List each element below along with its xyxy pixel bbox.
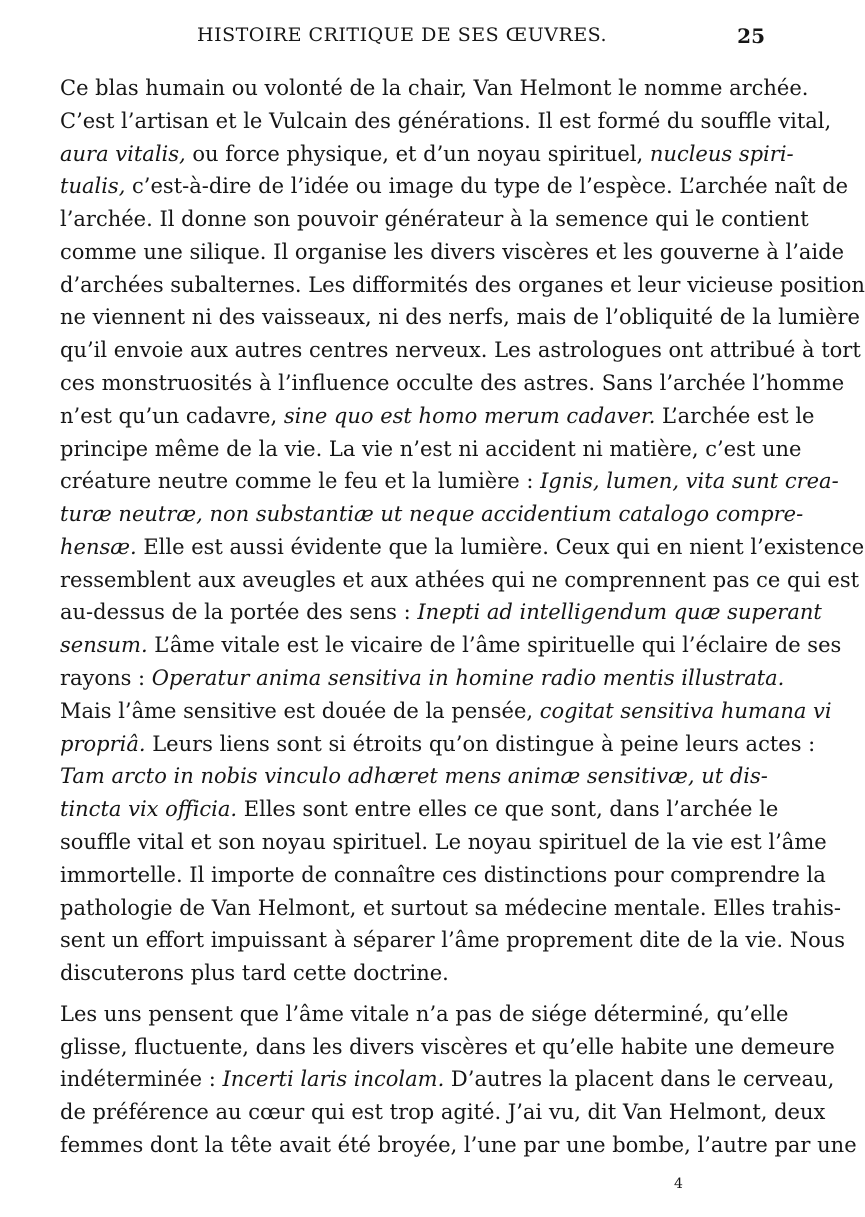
page-number: 25 [737, 24, 765, 48]
text-span: ressemblent aux aveugles et aux athées qui ne comprennent pas ce qui est [60, 567, 860, 592]
text-line [60, 1063, 835, 1096]
page-header [0, 24, 800, 54]
text-span: glisse, fluctuente, dans les divers viscères et qu’elle habite une demeure [60, 1034, 835, 1059]
text-span: pathologie de Van Helmont, et surtout sa médecine mentale. Elles trahis- [60, 895, 841, 920]
text-line [60, 728, 816, 761]
italic-span: sine quo est homo merum cadaver. [283, 403, 656, 428]
italic-span: turæ neutræ, non substantiæ ut neque accidentium catalogo compre- [60, 502, 804, 527]
text-line [60, 1096, 826, 1129]
text-span: n’est qu’un cadavre, [60, 403, 284, 428]
text-span: C’est l’artisan et le Vulcain des générations. Il est formé du souffle vital, [60, 108, 832, 133]
italic-span: nucleus spiri- [649, 141, 794, 166]
text-line [60, 138, 794, 171]
text-span: Les uns pensent que l’âme vitale n’a pas de siége déterminé, qu’elle [60, 1001, 789, 1026]
text-line [60, 170, 849, 203]
text-line [60, 957, 449, 990]
text-line [60, 662, 785, 695]
text-line [60, 269, 865, 302]
italic-span: aura vitalis, [60, 141, 186, 166]
text-span: principe même de la vie. La vie n’est ni accident ni matière, c’est une [60, 436, 802, 461]
text-span: indéterminée : [60, 1067, 223, 1092]
text-span: rayons : [60, 666, 152, 691]
text-line [60, 695, 832, 728]
text-span: l’archée. Il donne son pouvoir générateur à la semence qui le contient [60, 207, 809, 232]
italic-span: Inepti ad intelligendum quæ superant [417, 600, 822, 625]
text-span: discuterons plus tard cette doctrine. [60, 961, 449, 986]
text-line [60, 400, 815, 433]
text-span: D’autres la placent dans le cerveau, [444, 1067, 835, 1092]
text-line [60, 1129, 857, 1162]
text-line [60, 1031, 835, 1064]
running-title: HISTOIRE CRITIQUE DE SES ŒUVRES. [197, 24, 608, 46]
italic-span: cogitat sensitiva humana vi [539, 698, 832, 723]
text-line [60, 826, 827, 859]
text-span: Mais l’âme sensitive est douée de la pensée, [60, 698, 540, 723]
text-span: au-dessus de la portée des sens : [60, 600, 418, 625]
text-line [60, 924, 846, 957]
text-span: de préférence au cœur qui est trop agité. J’ai vu, dit Van Helmont, deux [60, 1100, 826, 1125]
text-span: immortelle. Il importe de connaître ces distinctions pour comprendre la [60, 862, 826, 887]
text-line [60, 760, 767, 793]
text-span: Elles sont entre elles ce que sont, dans l’archée le [237, 797, 779, 822]
text-line [60, 203, 809, 236]
text-line [60, 72, 808, 105]
text-line [60, 465, 839, 498]
italic-span: Ignis, lumen, vita sunt crea- [540, 469, 839, 494]
signature-mark: 4 [674, 1176, 683, 1192]
text-span: ces monstruosités à l’influence occulte des astres. Sans l’archée l’homme [60, 371, 845, 396]
text-line [60, 334, 861, 367]
italic-span: Tam arcto in nobis vinculo adhæret mens animæ sensitivæ, ut dis- [60, 764, 768, 789]
text-span: Elle est aussi évidente que la lumière. Ceux qui en nient l’existence [136, 534, 865, 559]
text-line [60, 998, 788, 1031]
text-span: sent un effort impuissant à séparer l’âme proprement dite de la vie. Nous [60, 928, 846, 953]
italic-span: Incerti laris incolam. [222, 1067, 445, 1092]
text-span: comme une silique. Il organise les divers viscères et les gouverne à l’aide [60, 239, 845, 264]
text-line [60, 629, 842, 662]
italic-span: Operatur anima sensitiva in homine radio mentis illustrata. [151, 666, 785, 691]
text-line [60, 433, 802, 466]
text-span: femmes dont la tête avait été broyée, l’une par une bombe, l’autre par une [60, 1132, 857, 1157]
text-span: créature neutre comme le feu et la lumière : [60, 469, 541, 494]
text-line [60, 498, 804, 531]
italic-span: sensum. [60, 633, 148, 658]
text-span: ne viennent ni des vaisseaux, ni des nerfs, mais de l’obliquité de la lumière [60, 305, 860, 330]
italic-span: tincta vix officia. [60, 797, 238, 822]
text-span: Leurs liens sont si étroits qu’on distingue à peine leurs actes : [145, 731, 816, 756]
text-line [60, 531, 865, 564]
text-span: Ce blas humain ou volonté de la chair, Van Helmont le nomme archée. [60, 76, 809, 100]
italic-span: tualis, [60, 174, 126, 199]
text-span: L’archée est le [655, 403, 815, 428]
text-line [60, 793, 779, 826]
text-line [60, 236, 845, 269]
text-line [60, 564, 860, 597]
text-line [60, 301, 860, 334]
italic-span: hensæ. [60, 534, 137, 559]
text-line [60, 596, 822, 629]
text-span: souffle vital et son noyau spirituel. Le noyau spirituel de la vie est l’âme [60, 829, 827, 854]
text-line [60, 892, 841, 925]
text-line [60, 367, 845, 400]
text-line [60, 859, 826, 892]
italic-span: propriâ. [60, 731, 146, 756]
text-span: L’âme vitale est le vicaire de l’âme spirituelle qui l’éclaire de ses [147, 633, 842, 658]
text-span: d’archées subalternes. Les difformités des organes et leur vicieuse position [60, 272, 865, 297]
text-span: ou force physique, et d’un noyau spirituel, [185, 141, 650, 166]
text-span: qu’il envoie aux autres centres nerveux. Les astrologues ont attribué à tort [60, 338, 861, 363]
text-line [60, 105, 832, 138]
text-span: c’est-à-dire de l’idée ou image du type de l’espèce. L’archée naît de [125, 174, 849, 199]
